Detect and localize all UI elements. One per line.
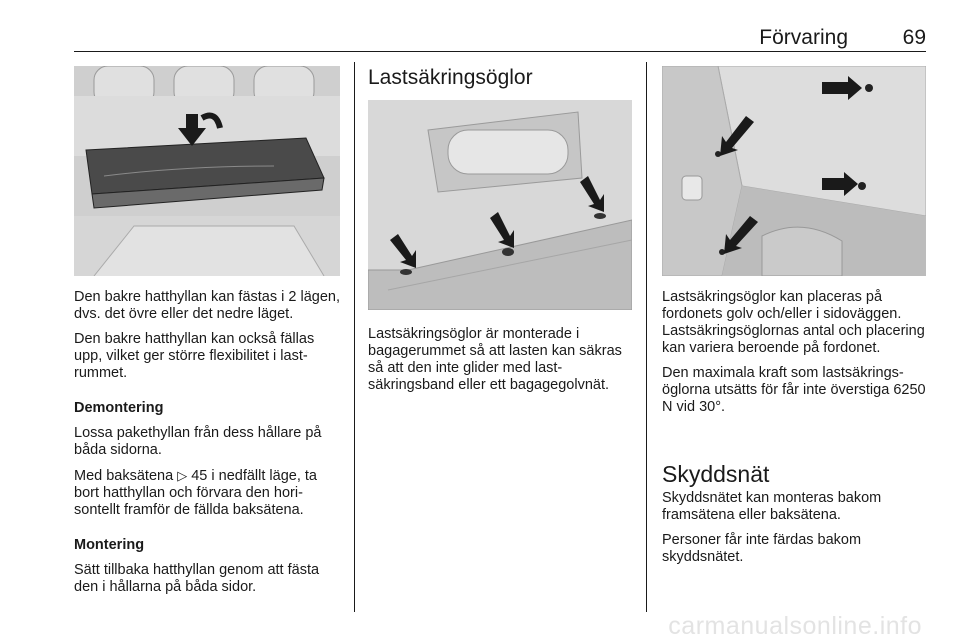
sidewall-lashing-illustration: [662, 66, 926, 276]
paragraph: Den bakre hatthyllan kan också fällas upp, vilket ger större flexibilitet i lastrummet.: [74, 331, 315, 381]
section-title: Förvaring: [759, 26, 848, 49]
page-header: [74, 26, 926, 50]
floor-lashing-eyes-figure: [368, 100, 632, 310]
parcel-shelf-figure: [74, 66, 340, 276]
subheading-montering: Montering: [74, 537, 145, 553]
sidewall-lashing-eyes-figure: [662, 66, 926, 276]
column-divider-right: [646, 62, 647, 612]
section-heading-lastsakringsoglor: Lastsäkringsöglor: [368, 66, 533, 89]
page-number: 69: [902, 26, 926, 49]
paragraph: Lastsäkringsöglor kan placeras på fordonets golv och/eller i sidoväggen. Lastsäkringsöglornas antal och placering kan variera beroende på fordonet.: [662, 289, 925, 356]
column-3-text: [662, 289, 932, 424]
paragraph: Den maximala kraft som lastsäkringsöglorna utsätts för får inte överstiga 6250 N vid 30°.: [662, 365, 926, 415]
paragraph: Personer får inte färdas bakom skyddsnätet.: [662, 532, 862, 565]
paragraph: Den bakre hatthyllan kan fästas i 2 lägen, dvs. det övre eller det nedre läget.: [74, 289, 340, 322]
paragraph: Skyddsnätet kan monteras bakom framsätena eller baksätena.: [662, 490, 882, 523]
parcel-shelf-illustration: [74, 66, 340, 276]
text-fragment: Med baksätena: [74, 468, 174, 484]
column-2-text: [368, 326, 638, 402]
subheading-demontering: Demontering: [74, 400, 164, 416]
header-rule: [74, 51, 926, 52]
floor-lashing-illustration: [368, 100, 632, 310]
column-3-skyddsnat-text: [662, 490, 932, 574]
section-heading-skyddsnat: Skyddsnät: [662, 461, 770, 487]
watermark: carmanualsonline.info: [668, 612, 922, 640]
column-divider-left: [354, 62, 355, 612]
cross-reference-triangle-icon: ▷: [177, 468, 188, 483]
text-fragment: i nedfällt läge, ta bort hatthyllan och förvara den horisontellt framför de fällda baksätena.: [74, 468, 317, 518]
paragraph: [74, 467, 344, 519]
page-reference: 45: [191, 468, 208, 484]
paragraph: Lossa pakethyllan från dess hållare på båda sidorna.: [74, 425, 322, 458]
column-1-text: [74, 289, 344, 604]
paragraph: Sätt tillbaka hatthyllan genom att fästa den i hållarna på båda sidor.: [74, 562, 320, 595]
paragraph: Lastsäkringsöglor är monterade i bagagerummet så att lasten kan säkras så att den inte glider med lastsäkringsband eller ett bagagegolvnät.: [368, 326, 622, 393]
